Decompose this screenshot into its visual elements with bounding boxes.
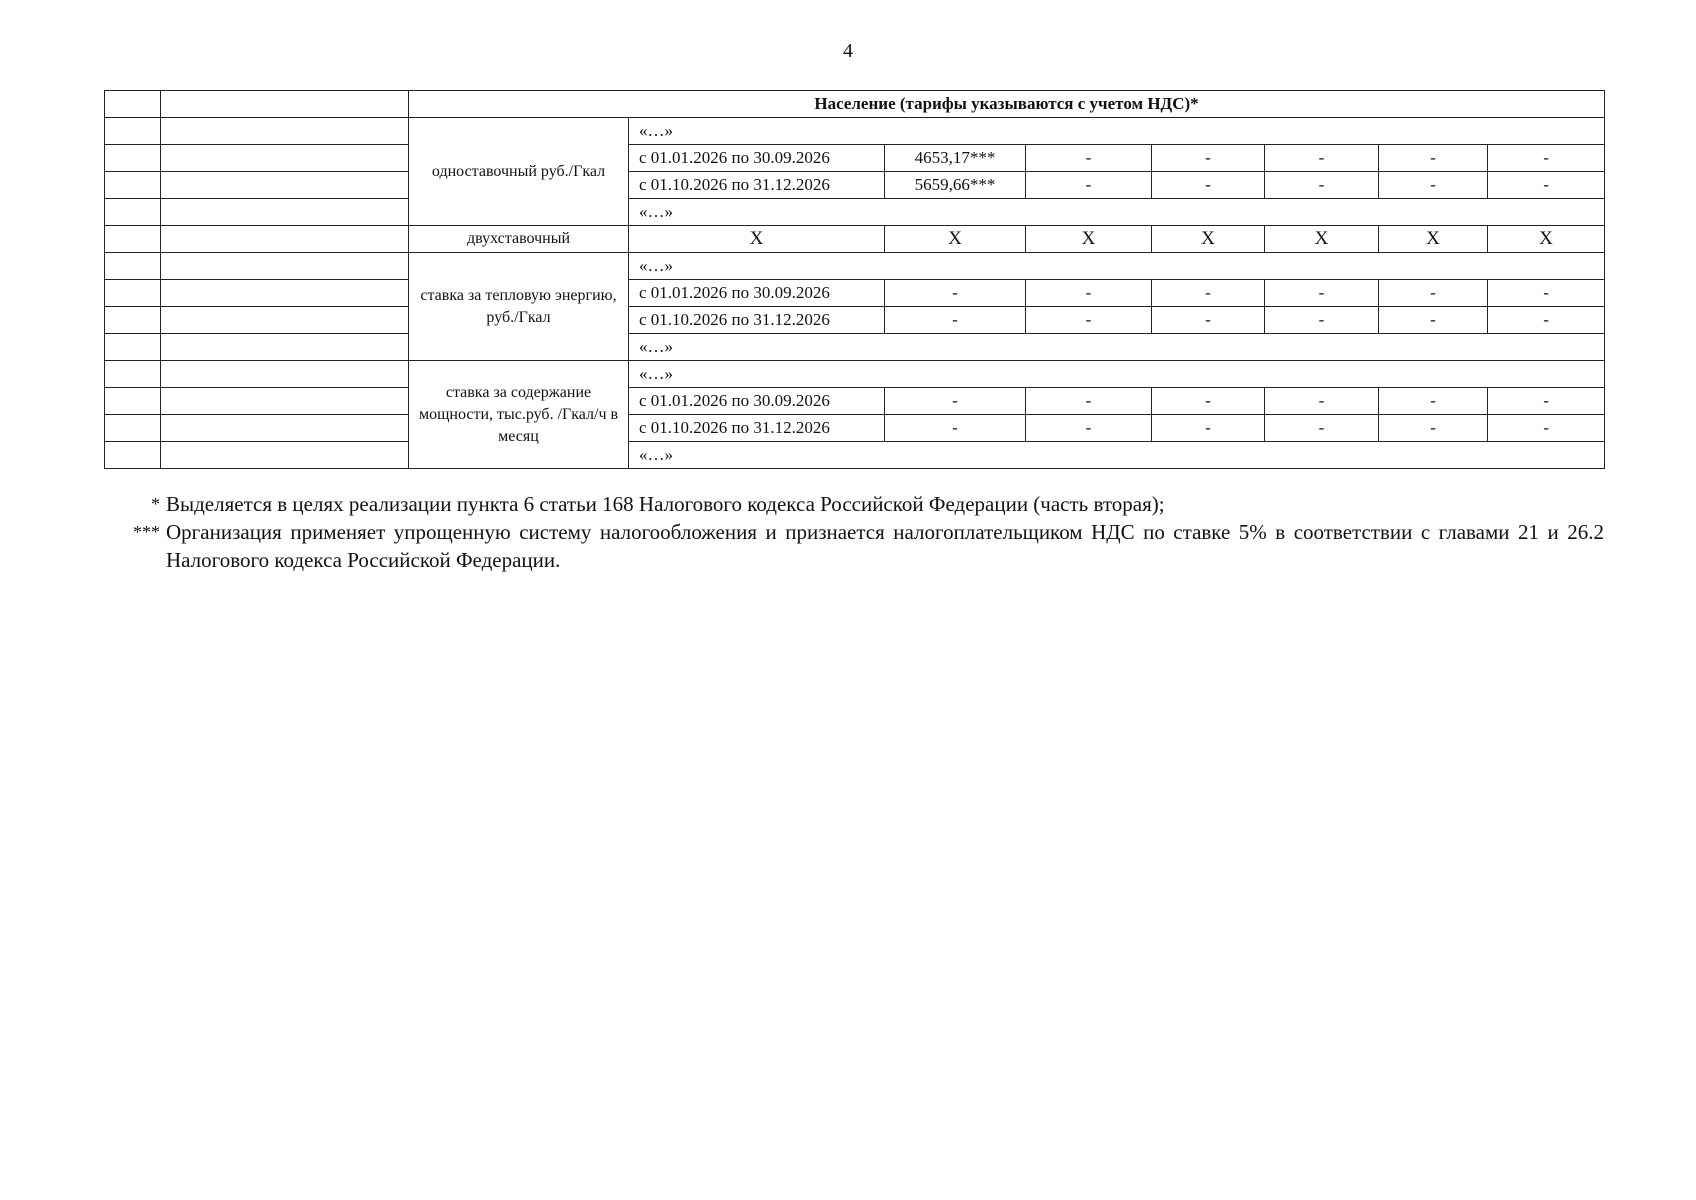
footnote-text: Выделяется в целях реализации пункта 6 статьи 168 Налогового кодекса Российской Федерации (часть вторая); (166, 492, 1165, 516)
dash-cell: - (1488, 415, 1605, 442)
x-cell: Х (885, 226, 1026, 253)
x-cell: Х (1026, 226, 1152, 253)
dash-cell: - (1265, 145, 1379, 172)
page-number: 4 (843, 40, 853, 62)
dash-cell: - (1152, 280, 1265, 307)
period-cell: с 01.01.2026 по 30.09.2026 (629, 280, 885, 307)
table-row (105, 91, 1605, 118)
period-cell: с 01.10.2026 по 31.12.2026 (629, 415, 885, 442)
table-row (105, 334, 1605, 361)
footnote-mark: * (151, 494, 160, 514)
table-row (105, 280, 1605, 307)
ellipsis: «…» (629, 199, 1605, 226)
dash-cell: - (1265, 280, 1379, 307)
ellipsis: «…» (629, 118, 1605, 145)
ellipsis: «…» (629, 334, 1605, 361)
footnote (104, 490, 1604, 518)
dash-cell: - (885, 388, 1026, 415)
dash-cell: - (1026, 172, 1152, 199)
table-row (105, 388, 1605, 415)
period-cell: с 01.10.2026 по 31.12.2026 (629, 307, 885, 334)
tariff-value: 4653,17*** (885, 145, 1026, 172)
table-row (105, 118, 1605, 145)
table-row (105, 199, 1605, 226)
dash-cell: - (1379, 172, 1488, 199)
dash-cell: - (1379, 280, 1488, 307)
single-rate-label: одноставочный руб./Гкал (409, 118, 629, 226)
dash-cell: - (1026, 145, 1152, 172)
table-row (105, 415, 1605, 442)
dash-cell: - (1152, 307, 1265, 334)
two-rate-label: двухставочный (409, 226, 629, 253)
x-cell: Х (1265, 226, 1379, 253)
ellipsis: «…» (629, 253, 1605, 280)
dash-cell: - (1026, 280, 1152, 307)
dash-cell: - (1265, 388, 1379, 415)
footnote-mark: *** (133, 522, 160, 542)
ellipsis: «…» (629, 361, 1605, 388)
dash-cell: - (1379, 415, 1488, 442)
x-cell: Х (629, 226, 885, 253)
dash-cell: - (885, 307, 1026, 334)
tariff-value: 5659,66*** (885, 172, 1026, 199)
period-cell: с 01.01.2026 по 30.09.2026 (629, 388, 885, 415)
x-cell: Х (1488, 226, 1605, 253)
dash-cell: - (1152, 172, 1265, 199)
dash-cell: - (1379, 388, 1488, 415)
dash-cell: - (1265, 172, 1379, 199)
tariff-table (104, 90, 1605, 469)
dash-cell: - (1488, 172, 1605, 199)
table-row (105, 442, 1605, 469)
dash-cell: - (1026, 307, 1152, 334)
footnotes (104, 490, 1604, 574)
dash-cell: - (885, 415, 1026, 442)
period-cell: с 01.10.2026 по 31.12.2026 (629, 172, 885, 199)
table-row (105, 361, 1605, 388)
table-row (105, 145, 1605, 172)
dash-cell: - (1265, 415, 1379, 442)
capacity-rate-label: ставка за содержание мощности, тыс.руб. /Гкал/ч в месяц (409, 361, 629, 469)
dash-cell: - (1379, 145, 1488, 172)
heat-rate-label: ставка за тепловую энергию, руб./Гкал (409, 253, 629, 361)
dash-cell: - (885, 280, 1026, 307)
footnote-text: Организация применяет упрощенную систему налогообложения и признается налогоплательщиком НДС по ставке 5% в соответствии с главами 21 и 26.2 Налогового кодекса Российской Федерации. (166, 520, 1604, 572)
dash-cell: - (1152, 388, 1265, 415)
ellipsis: «…» (629, 442, 1605, 469)
dash-cell: - (1026, 415, 1152, 442)
dash-cell: - (1488, 145, 1605, 172)
table-row (105, 172, 1605, 199)
x-cell: Х (1379, 226, 1488, 253)
period-cell: с 01.01.2026 по 30.09.2026 (629, 145, 885, 172)
dash-cell: - (1152, 415, 1265, 442)
table-row (105, 307, 1605, 334)
dash-cell: - (1265, 307, 1379, 334)
table-row (105, 226, 1605, 253)
dash-cell: - (1379, 307, 1488, 334)
dash-cell: - (1026, 388, 1152, 415)
x-cell: Х (1152, 226, 1265, 253)
dash-cell: - (1488, 280, 1605, 307)
table-header: Население (тарифы указываются с учетом НДС)* (409, 91, 1605, 118)
dash-cell: - (1488, 307, 1605, 334)
table-row (105, 253, 1605, 280)
dash-cell: - (1152, 145, 1265, 172)
dash-cell: - (1488, 388, 1605, 415)
footnote (104, 518, 1604, 574)
